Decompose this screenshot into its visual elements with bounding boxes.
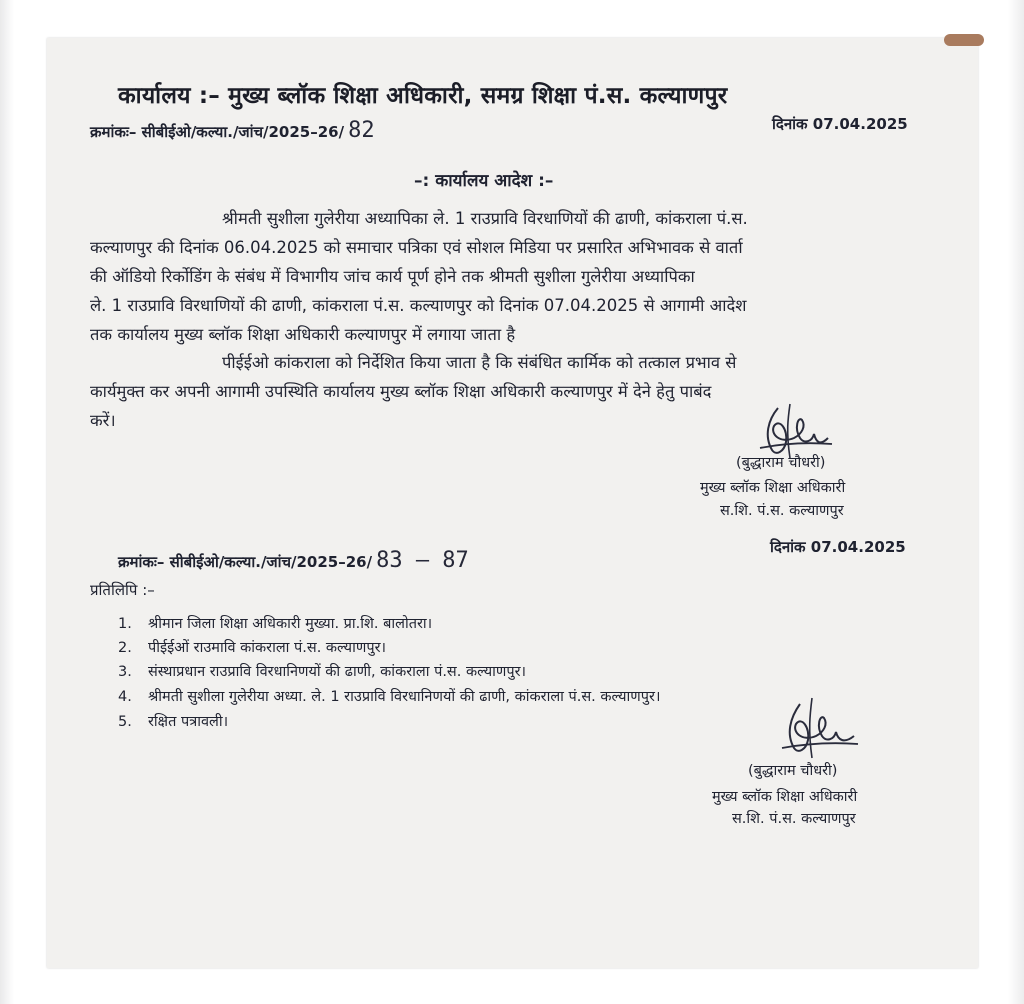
body-line: कार्यमुक्त कर अपनी आगामी उपस्थिति कार्यालय मुख्य ब्लॉक शिक्षा अधिकारी कल्याणपुर में देने हेतु पाबंद <box>90 382 712 401</box>
order1-reference <box>90 118 375 143</box>
office-heading: कार्यालय :– मुख्य ब्लॉक शिक्षा अधिकारी, समग्र शिक्षा पं.स. कल्याणपुर <box>118 83 728 109</box>
order1-date: दिनांक 07.04.2025 <box>772 115 908 133</box>
body-line: श्रीमती सुशीला गुलेरीया अध्यापिका ले. 1 राउप्रावि विरधाणियों की ढाणी, कांकराला पं.स. <box>222 209 748 228</box>
signatory-office: स.शि. पं.स. कल्याणपुर <box>732 811 856 827</box>
copy-list-item: 5. रक्षित पत्रावली। <box>118 714 229 730</box>
copy-list-item: 1. श्रीमान जिला शिक्षा अधिकारी मुख्या. प्रा.शि. बालोतरा। <box>118 616 433 632</box>
body-line: करें। <box>90 411 116 430</box>
copy-list-item: 3. संस्थाप्रधान राउप्रावि विरधानिणयों की ढाणी, कांकराला पं.स. कल्याणपुर। <box>118 664 527 680</box>
signatory-title: मुख्य ब्लॉक शिक्षा अधिकारी <box>700 480 846 496</box>
order1-reference-number: 82 <box>348 118 375 143</box>
body-line: तक कार्यालय मुख्य ब्लॉक शिक्षा अधिकारी कल्याणपुर में लगाया जाता है <box>90 325 516 344</box>
order2-reference-number: 83 – 87 <box>376 548 469 573</box>
body-line: कल्याणपुर की दिनांक 06.04.2025 को समाचार पत्रिका एवं सोशल मिडिया पर प्रसारित अभिभावक से वार्ता <box>90 238 743 257</box>
body-line: पीईईओ कांकराला को निर्देशित किया जाता है कि संबंधित कार्मिक को तत्काल प्रभाव से <box>222 353 737 372</box>
order1-reference-prefix: क्रमांकः– सीबीईओ/कल्या./जांच/2025–26/ <box>90 123 345 141</box>
body-line: ले. 1 राउप्रावि विरधाणियों की ढाणी, कांकराला पं.स. कल्याणपुर को दिनांक 07.04.2025 से आगामी आदेश <box>90 296 747 315</box>
order2-reference <box>118 548 469 573</box>
signatory-name: (बुद्धाराम चौधरी) <box>748 763 838 779</box>
signatory-office: स.शि. पं.स. कल्याणपुर <box>720 503 844 519</box>
paper-corner-mark <box>944 34 984 46</box>
copy-to-label: प्रतिलिपि :– <box>90 581 155 599</box>
order2-reference-prefix: क्रमांकः– सीबीईओ/कल्या./जांच/2025–26/ <box>118 553 373 571</box>
signatory-title: मुख्य ब्लॉक शिक्षा अधिकारी <box>712 789 858 805</box>
body-line: की ऑडियो रिर्कोडिंग के संबंध में विभागीय जांच कार्य पूर्ण होने तक श्रीमती सुशीला गुलेरीया अध्यापिका <box>90 267 695 286</box>
signature-graphic <box>770 694 866 770</box>
signatory-name: (बुद्धाराम चौधरी) <box>736 455 826 471</box>
copy-list-item: 4. श्रीमती सुशीला गुलेरीया अध्या. ले. 1 राउप्रावि विरधानिणयों की ढाणी, कांकराला पं.स. कल्याणपुर। <box>118 689 661 705</box>
copy-list-item: 2. पीईईओं राउमावि कांकराला पं.स. कल्याणपुर। <box>118 640 386 656</box>
order2-date: दिनांक 07.04.2025 <box>770 538 906 556</box>
order-title: –: कार्यालय आदेश :– <box>414 171 554 191</box>
